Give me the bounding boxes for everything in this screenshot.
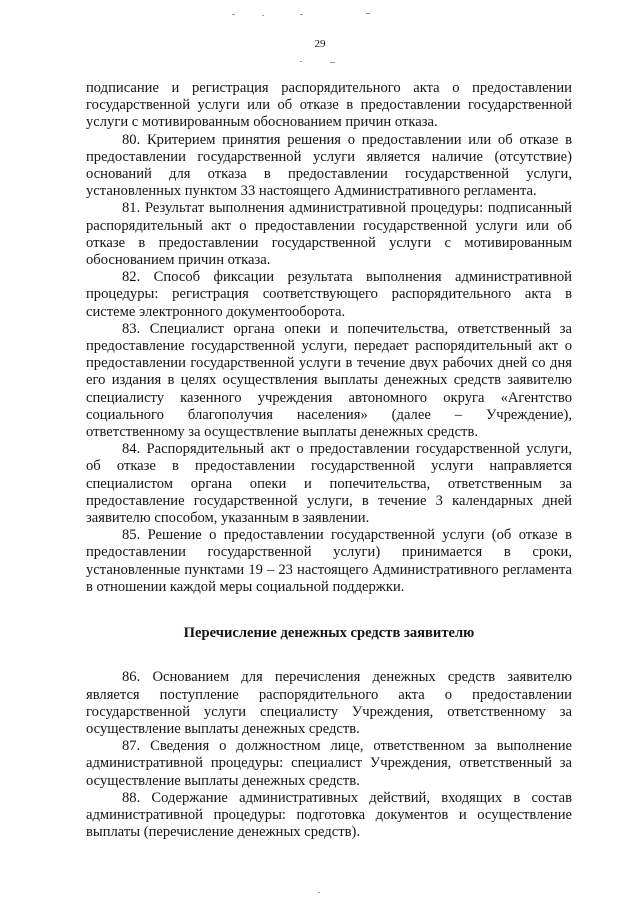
paragraph-continued: подписание и регистрация распорядительного акта о предоставлении государственной услуги или об отказе в предоставлении государственной услуги с мотивированным обоснованием причин отказа. [86,80,572,131]
paragraph-81: 81. Результат выполнения административной процедуры: подписанный распорядительный акт о предоставлении государственной услуги или об отказе в предоставлении государственной услуги с мотивированным обоснованием причин отказа. [86,200,572,269]
paragraph-83: 83. Специалист органа опеки и попечительства, ответственный за предоставление государственной услуги, передает распорядительный акт о предоставлении государственной услуги в течение двух рабочих дней со дня его издания в целях осуществления выплаты денежных средств заявителю специалисту казенного учреждения автономного округа «Агентство социального благополучия населения» (далее – Учреждение), ответственному за осуществление выплаты денежных средств. [86,320,572,441]
document-body [86,80,572,841]
paragraph-84: 84. Распорядительный акт о предоставлении государственной услуги, об отказе в предоставлении государственной услуги направляется специалистом органа опеки и попечительства, ответственным за предоставление государственной услуги, в течение 3 календарных дней заявителю способом, указанным в заявлении. [86,441,572,527]
paragraph-85: 85. Решение о предоставлении государственной услуги (об отказе в предоставлении государственной услуги) принимается в сроки, установленные пунктами 19 – 23 настоящего Административного регламента в отношении каждой меры социальной поддержки. [86,527,572,595]
scan-speck [330,62,335,63]
scan-speck [300,61,302,62]
scan-speck [262,15,264,16]
scan-speck [300,14,303,15]
page-number: 29 [314,38,326,50]
paragraph-82: 82. Способ фиксации результата выполнения административной процедуры: регистрация соответствующего распорядительного акта в системе электронного документооборота. [86,269,572,320]
paragraph-80: 80. Критерием принятия решения о предоставлении или об отказе в предоставлении государственной услуги является наличие (отсутствие) оснований для отказа в предоставлении государственной услуги, установленных пунктом 33 настоящего Административного регламента. [86,131,572,200]
scan-speck [366,13,370,14]
scan-speck [318,892,320,893]
scan-speck [232,14,235,15]
paragraph-87: 87. Сведения о должностном лице, ответственном за выполнение административной процедуры: специалист Учреждения, ответственный за осуществление выплаты денежных средств. [86,738,572,789]
section-heading: Перечисление денежных средств заявителю [183,625,475,642]
paragraph-86: 86. Основанием для перечисления денежных средств заявителю является поступление распорядительного акта о предоставлении государственной услуги специалисту Учреждения, ответственному за осуществление выплаты денежных средств. [86,669,572,737]
paragraph-88: 88. Содержание административных действий, входящих в состав административной процедуры: подготовка документов и осуществление выплаты (перечисление денежных средств). [86,789,572,841]
